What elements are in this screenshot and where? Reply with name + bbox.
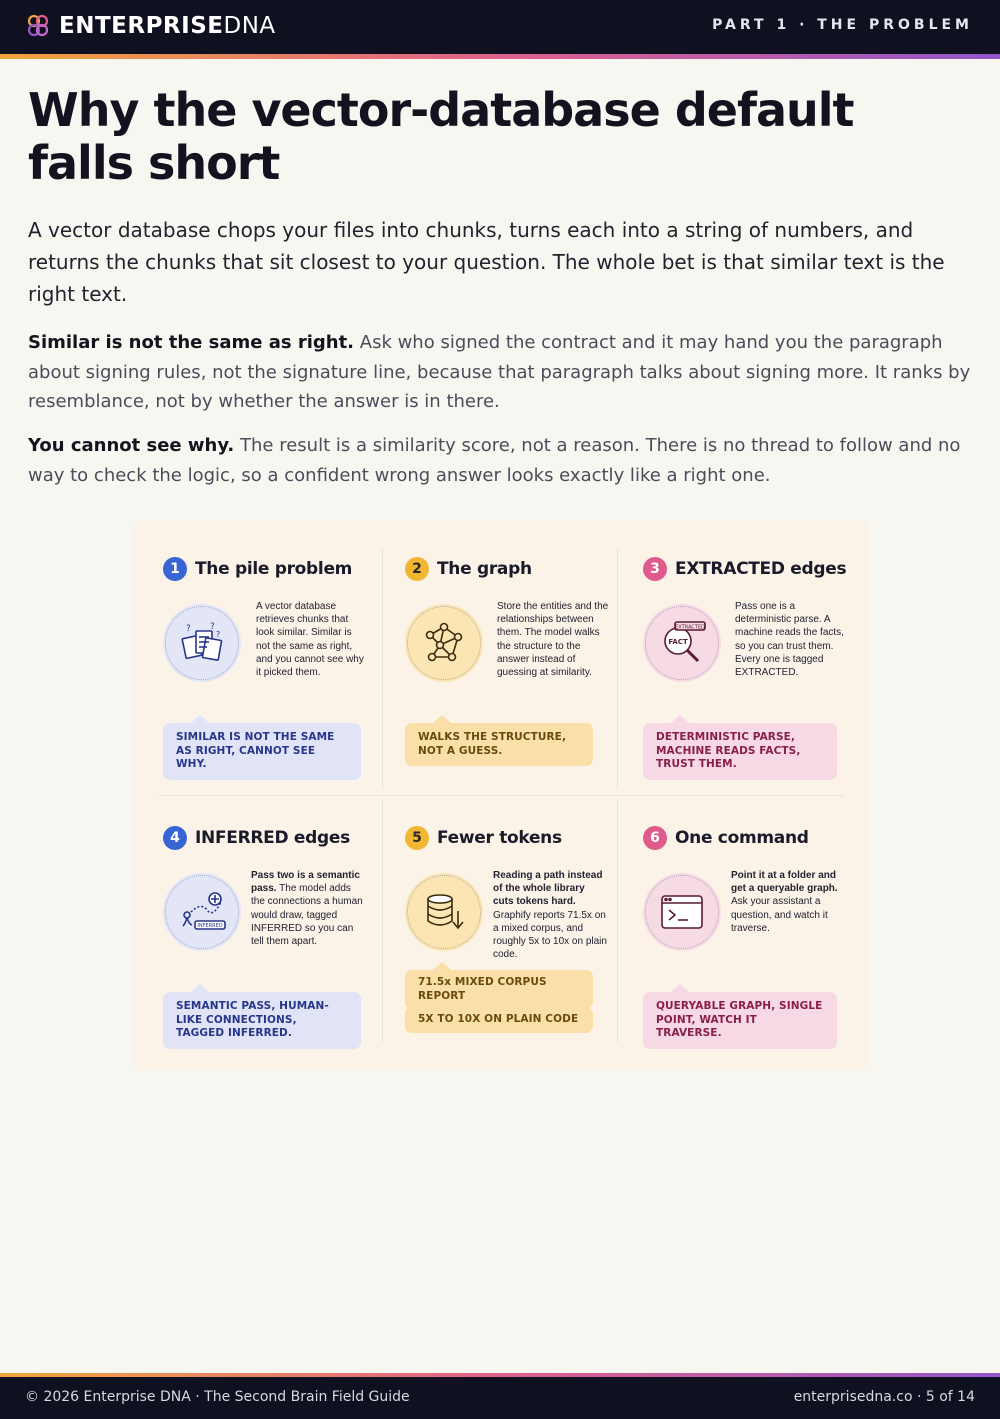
card-description-lead: Reading a path instead of the whole library cuts tokens hard. <box>493 870 603 908</box>
svg-text:?: ? <box>210 622 215 632</box>
tag-pointer <box>191 715 209 723</box>
card-description: Pass one is a deterministic parse. A machine reads the facts, so you can trust them. Every one is tagged EXTRACTED. <box>735 601 844 679</box>
see-why-paragraph-body: The result is a similarity score, not a reason. There is no thread to follow and no way to check the logic, so a confident wrong answer looks exactly like a right one. <box>28 435 961 486</box>
connections-icon <box>163 873 241 951</box>
enterprise-dna-logo-icon <box>25 13 51 39</box>
card-number: 3 <box>643 557 667 581</box>
card-tag: DETERMINISTIC PARSE, MACHINE READS FACTS, TRUST THEM. <box>643 723 837 780</box>
card-tag: QUERYABLE GRAPH, SINGLE POINT, WATCH IT TRAVERSE. <box>643 992 837 1049</box>
svg-text:?: ? <box>216 630 221 639</box>
card-number: 2 <box>405 557 429 581</box>
section-label: PART 1 · THE PROBLEM <box>712 17 973 33</box>
card-description <box>493 869 607 961</box>
similar-paragraph <box>28 328 973 417</box>
card-header <box>643 826 809 850</box>
terminal-icon <box>643 873 721 951</box>
card-description: Store the entities and the relationships between them. The model walks the structure to the answer instead of guessing at similarity. <box>497 601 609 679</box>
icon-label-extracted: EXTRACTED <box>675 624 705 631</box>
brand-name: ENTERPRISEDNA <box>59 13 276 39</box>
database-down-icon <box>405 873 483 951</box>
card-description: A vector database retrieves chunks that look similar. Similar is not the same as right, and you cannot see why it picked them. <box>256 601 364 679</box>
card-header <box>643 557 846 581</box>
page-title: Why the vector-database default falls short <box>28 83 854 190</box>
tag-pointer <box>671 984 689 992</box>
footer-copyright: © 2026 Enterprise DNA · The Second Brain Field Guide <box>25 1389 410 1405</box>
card-pile-problem <box>163 557 398 812</box>
card-extracted-edges <box>643 557 878 812</box>
top-header-bar <box>0 0 1000 54</box>
card-number: 6 <box>643 826 667 850</box>
similar-paragraph-body: Ask who signed the contract and it may hand you the paragraph about signing rules, not the signature line, because that paragraph talks about signing more. It ranks by resemblance, not by whether the answer is in there. <box>28 332 971 412</box>
tag-pointer <box>433 715 451 723</box>
card-tag: SEMANTIC PASS, HUMAN-LIKE CONNECTIONS, TAGGED INFERRED. <box>163 992 361 1049</box>
card-title: Fewer tokens <box>437 828 562 848</box>
card-number: 1 <box>163 557 187 581</box>
see-why-paragraph-lead: You cannot see why. <box>28 435 235 456</box>
network-graph-icon <box>405 604 483 682</box>
similar-paragraph-lead: Similar is not the same as right. <box>28 332 355 353</box>
card-tag: WALKS THE STRUCTURE, NOT A GUESS. <box>405 723 593 766</box>
card-inferred-edges <box>163 826 398 1081</box>
card-fewer-tokens <box>405 826 640 1081</box>
card-description-lead: Point it at a folder and get a queryable graph. <box>731 870 838 895</box>
tag-pointer <box>191 984 209 992</box>
card-title: The pile problem <box>195 559 353 579</box>
card-header <box>163 826 350 850</box>
card-title: EXTRACTED edges <box>675 559 847 579</box>
magnifier-fact-icon <box>643 604 721 682</box>
card-description-body: The model adds the connections a human would draw, tagged INFERRED so you can tell them apart. <box>251 883 363 948</box>
card-title: One command <box>675 828 809 848</box>
card-title: INFERRED edges <box>195 828 350 848</box>
card-description-lead: Pass two is a semantic pass. <box>251 870 360 895</box>
card-description-body: Graphify reports 71.5x on a mixed corpus, and roughly 5x to 10x on plain code. <box>493 909 607 961</box>
card-description <box>251 869 365 948</box>
footer-bar <box>0 1377 1000 1419</box>
card-description-body: Ask your assistant a question, and watch it traverse. <box>731 896 828 934</box>
card-tag: 71.5x MIXED CORPUS REPORT <box>405 970 593 1009</box>
card-tag: 5X TO 10X ON PLAIN CODE <box>405 1007 593 1033</box>
card-the-graph <box>405 557 640 812</box>
card-title: The graph <box>437 559 532 579</box>
intro-paragraph: A vector database chops your files into chunks, turns each into a string of numbers, and returns the chunks that sit closest to your question. The whole bet is that similar text is the right text. <box>28 218 945 306</box>
footer-page-info: enterprisedna.co · 5 of 14 <box>793 1389 975 1405</box>
card-one-command <box>643 826 878 1081</box>
card-header <box>163 557 352 581</box>
card-header <box>405 557 532 581</box>
infographic-panel <box>133 520 868 1070</box>
document-pile-icon <box>163 604 241 682</box>
card-tag: SIMILAR IS NOT THE SAME AS RIGHT, CANNOT SEE WHY. <box>163 723 361 780</box>
header-gradient-stripe <box>0 54 1000 59</box>
brand <box>25 13 276 39</box>
tag-pointer <box>671 715 689 723</box>
svg-text:?: ? <box>186 624 191 634</box>
card-number: 4 <box>163 826 187 850</box>
icon-label-fact: FACT <box>668 638 688 646</box>
icon-label-inferred: INFERRED <box>197 923 223 929</box>
see-why-paragraph <box>28 431 973 490</box>
card-header <box>405 826 562 850</box>
card-description <box>731 869 847 935</box>
card-number: 5 <box>405 826 429 850</box>
tag-pointer <box>433 962 451 970</box>
